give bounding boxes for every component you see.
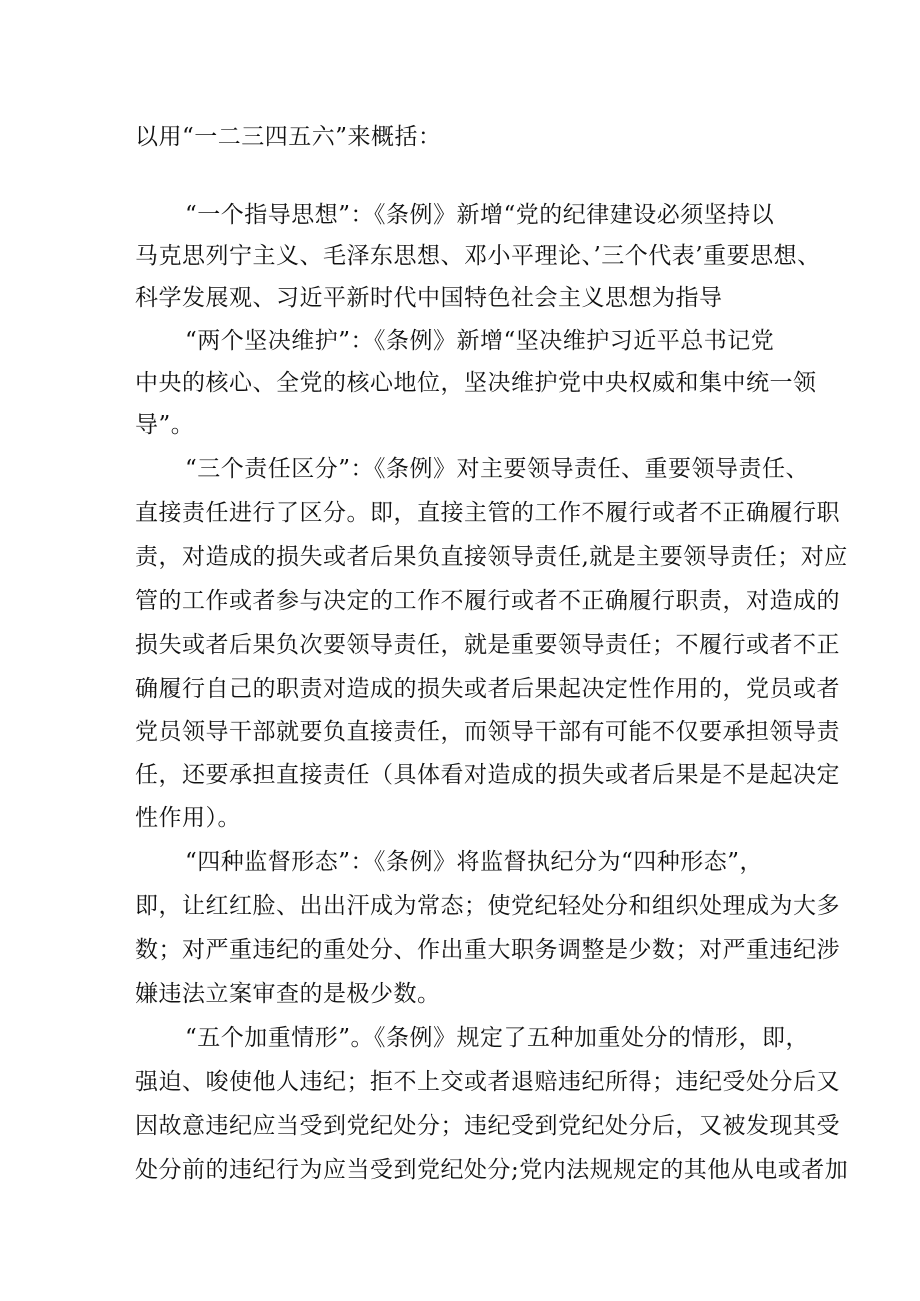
text-line: “一个指导思想”：《条例》新增“党的纪律建设必须坚持以 bbox=[185, 202, 775, 228]
text-line: 确履行自己的职责对造成的损失或者后果起决定性作用的，党员或者 bbox=[135, 676, 840, 702]
text-line: 科学发展观、习近平新时代中国特色社会主义思想为指导 bbox=[135, 285, 723, 311]
text-line: 即，让红红脸、出出汗成为常态；使党纪轻处分和组织处理成为大多 bbox=[135, 893, 840, 919]
text-line: 数；对严重违纪的重处分、作出重大职务调整是少数；对严重违纪涉 bbox=[135, 937, 840, 963]
text-line: 责，对造成的损失或者后果负直接领导责任,就是主要领导责任；对应 bbox=[135, 544, 848, 570]
text-line: 强迫、唆使他人违纪；拒不上交或者退赔违纪所得；违纪受处分后又 bbox=[135, 1069, 840, 1095]
text-line: 处分前的违纪行为应当受到党纪处分;党内法规规定的其他从电或者加 bbox=[135, 1157, 849, 1183]
text-line: 管的工作或者参与决定的工作不履行或者不正确履行职责，对造成的 bbox=[135, 588, 840, 614]
text-line: 中央的核心、全党的核心地位，坚决维护党中央权威和集中统一领 bbox=[135, 370, 817, 396]
text-line: 因故意违纪应当受到党纪处分；违纪受到党纪处分后，又被发现其受 bbox=[135, 1113, 840, 1139]
text-line: 性作用）。 bbox=[135, 805, 241, 831]
text-line: 直接责任进行了区分。即，直接主管的工作不履行或者不正确履行职 bbox=[135, 500, 840, 526]
text-line: 损失或者后果负次要领导责任，就是重要领导责任；不履行或者不正 bbox=[135, 632, 840, 658]
text-line: “五个加重情形”。《条例》规定了五种加重处分的情形，即， bbox=[185, 1025, 810, 1051]
text-line: 嫌违法立案审查的是极少数。 bbox=[135, 981, 441, 1007]
text-line: 以用“一二三四五六”来概括： bbox=[135, 124, 442, 150]
text-line: “三个责任区分”：《条例》对主要领导责任、重要领导责任、 bbox=[185, 456, 810, 482]
text-line: 党员领导干部就要负直接责任，而领导干部有可能不仅要承担领导责 bbox=[135, 719, 840, 745]
text-line: “四种监督形态”：《条例》将监督执纪分为“四种形态”， bbox=[185, 849, 764, 875]
text-line: 导”。 bbox=[135, 412, 195, 438]
text-line: “两个坚决维护”：《条例》新增“坚决维护习近平总书记党 bbox=[185, 328, 775, 354]
text-line: 马克思列宁主义、毛泽东思想、邓小平理论、’三个代表’重要思想、 bbox=[135, 243, 821, 269]
text-line: 任，还要承担直接责任（具体看对造成的损失或者后果是不是起决定 bbox=[135, 762, 840, 788]
